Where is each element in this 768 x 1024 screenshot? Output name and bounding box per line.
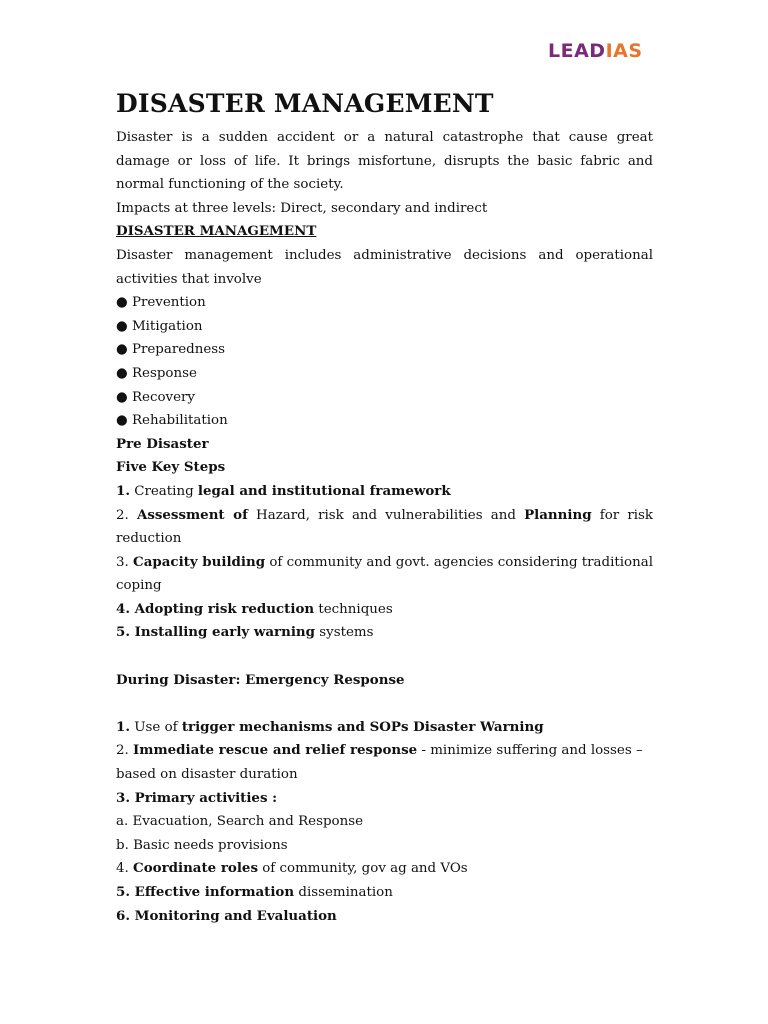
list-item: ● Rehabilitation: [116, 413, 228, 429]
leadias-logo: LEADIAS: [548, 40, 643, 62]
step-2: 2. Assessment of Hazard, risk and vulnerabilities and Planning for risk reduction: [116, 506, 653, 547]
document-body: [116, 88, 653, 928]
step-3: 3. Capacity building of community and govt. agencies considering traditional coping: [116, 553, 654, 594]
intro-paragraph: Disaster is a sudden accident or a natural catastrophe that cause great damage or loss of life. It brings misfortune, disrupts the basic fabric and normal functioning of the society.: [116, 130, 653, 193]
step-4: 4. Adopting risk reduction techniques: [116, 600, 393, 617]
five-steps-heading: Five Key Steps: [116, 459, 226, 476]
list-item: ● Recovery: [116, 389, 195, 405]
during-step-4: 4. Coordinate roles of community, gov ag and VOs: [116, 860, 468, 877]
impacts-line: Impacts at three levels: Direct, secondary and indirect: [116, 200, 488, 216]
during-step-3: 3. Primary activities :: [116, 789, 278, 806]
pre-disaster-heading: Pre Disaster: [116, 435, 209, 452]
during-step-2: 2. Immediate rescue and relief response - minimize suffering and losses – based on disaster duration: [116, 742, 643, 783]
during-step-1: 1. Use of trigger mechanisms and SOPs Disaster Warning: [116, 718, 544, 735]
during-step-3a: a. Evacuation, Search and Response: [116, 814, 364, 830]
list-item: ● Prevention: [116, 295, 206, 311]
section-subheading: DISASTER MANAGEMENT: [116, 223, 317, 240]
step-5: 5. Installing early warning systems: [116, 624, 374, 641]
during-step-5: 5. Effective information dissemination: [116, 884, 393, 900]
bullet-list: [116, 291, 653, 433]
dm-intro-paragraph: Disaster management includes administrative decisions and operational activities that involve: [116, 247, 653, 287]
during-step-3b: b. Basic needs provisions: [116, 837, 288, 853]
list-item: ● Preparedness: [116, 342, 226, 358]
during-disaster-heading: During Disaster: Emergency Response: [116, 671, 405, 688]
step-1: 1. Creating legal and institutional framework: [116, 482, 451, 499]
during-step-6: 6. Monitoring and Evaluation: [116, 907, 337, 924]
page-title: DISASTER MANAGEMENT: [116, 89, 494, 118]
list-item: ● Response: [116, 365, 197, 381]
list-item: ● Mitigation: [116, 318, 203, 334]
